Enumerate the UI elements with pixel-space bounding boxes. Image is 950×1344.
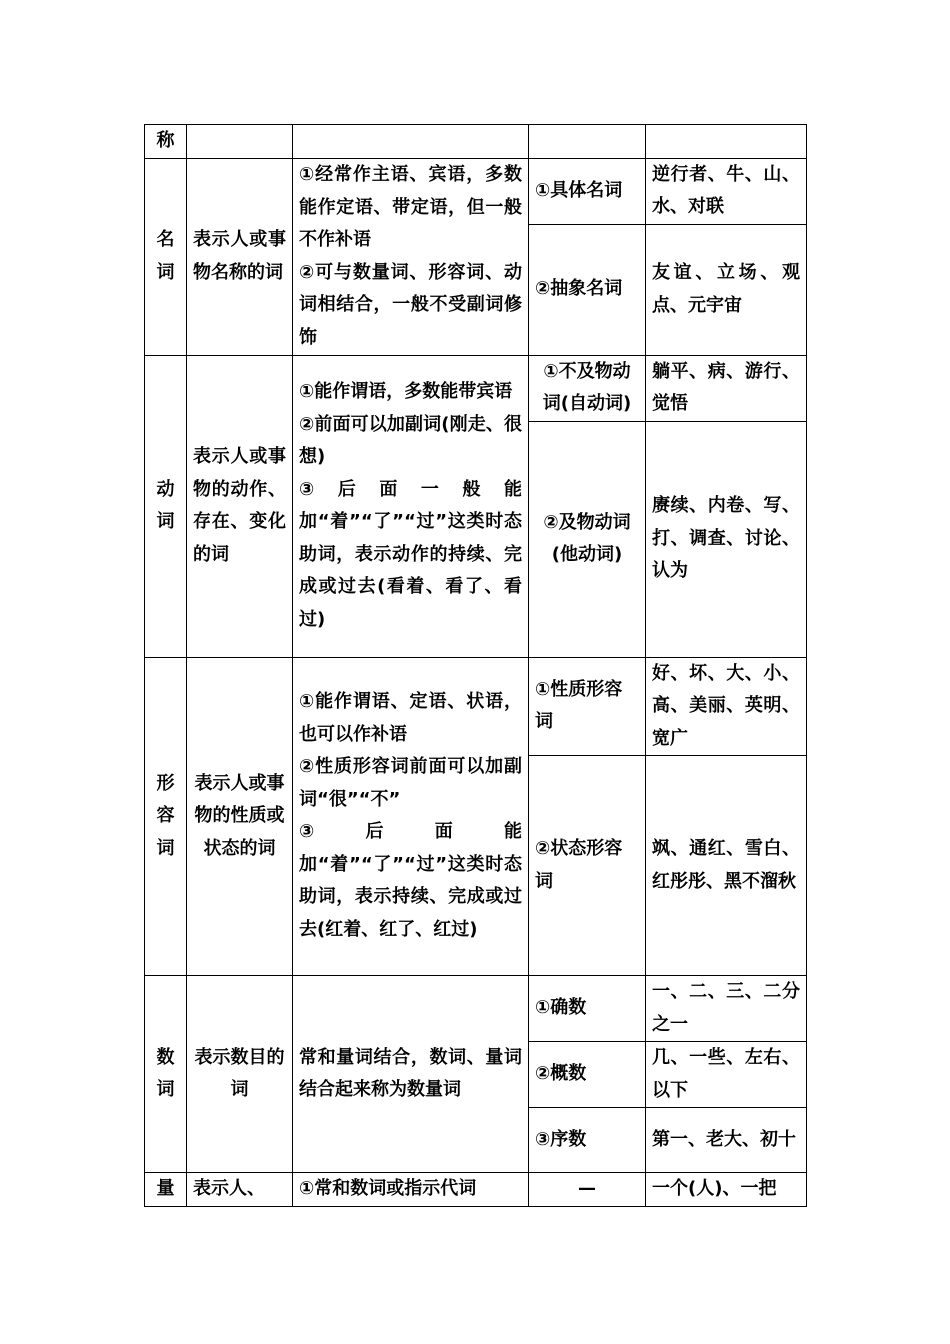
feature-item: ①经常作主语、宾语，多数能作定语、带定语，但一般不作补语 — [299, 164, 522, 250]
word-class-char: 容 — [156, 805, 175, 826]
definition-noun: 表示人或事物名称的词 — [187, 158, 293, 355]
subtype-examples: 第一、老大、初十 — [646, 1108, 807, 1173]
word-class-label — [151, 224, 180, 289]
word-class-noun — [145, 158, 187, 355]
word-class-char: 词 — [156, 261, 175, 283]
word-class-char: 词 — [156, 1079, 175, 1100]
subtype-examples: 逆行者、牛、山、水、对联 — [646, 158, 807, 224]
feature-item: ①能作谓语、定语、状语，也可以作补语 — [299, 691, 522, 745]
feature-item: ③后面能加“着”“了”“过”这类时态助词，表示持续、完成或过去(红着、红了、红过) — [299, 821, 522, 940]
table-row-noun — [145, 158, 807, 224]
word-class-adjective — [145, 657, 187, 976]
table-row-verb — [145, 355, 807, 421]
word-class-char: 动 — [156, 478, 175, 500]
grammar-table — [144, 124, 807, 1207]
empty-cell — [293, 125, 529, 159]
table-row-numeral — [145, 976, 807, 1042]
empty-cell — [646, 125, 807, 159]
feature-item: ③后面一般能加“着”“了”“过”这类时态助词，表示动作的持续、完成或过去(看着、看了、看过) — [299, 478, 522, 630]
empty-cell — [187, 125, 293, 159]
word-class-char: 词 — [156, 511, 175, 532]
features-adjective — [293, 657, 529, 976]
word-class-char: 词 — [156, 837, 175, 859]
subtype-label: ①性质形容词 — [529, 657, 646, 756]
word-class-label — [151, 1042, 180, 1107]
word-class-label — [151, 768, 180, 866]
subtype-label: ①具体名词 — [529, 158, 646, 224]
subtype-examples: 躺平、病、游行、觉悟 — [646, 355, 807, 421]
feature-item: ②前面可以加副词(刚走、很想) — [299, 413, 522, 467]
features-noun — [293, 158, 529, 355]
definition-verb: 表示人或事物的动作、存在、变化的词 — [187, 355, 293, 657]
feature-item: ②可与数量词、形容词、动词相结合，一般不受副词修饰 — [299, 261, 522, 348]
word-class-char: 数 — [156, 1046, 175, 1068]
table-row-measure — [145, 1173, 807, 1207]
word-class-numeral — [145, 976, 187, 1173]
subtype-label: ③序数 — [529, 1108, 646, 1173]
subtype-examples: 一、二、三、二分之一 — [646, 976, 807, 1042]
word-class-measure: 量 — [145, 1173, 187, 1207]
subtype-label: — — [529, 1173, 646, 1207]
feature-item: ①常和数词或指示代词 — [299, 1178, 477, 1199]
feature-item: ①能作谓语，多数能带宾语 — [299, 381, 513, 402]
features-verb — [293, 355, 529, 657]
word-class-verb — [145, 355, 187, 657]
subtype-label: ②概数 — [529, 1042, 646, 1108]
subtype-label: ②抽象名词 — [529, 224, 646, 355]
subtype-label: ②状态形容词 — [529, 756, 646, 976]
subtype-examples: 赓续、内卷、写、打、调查、讨论、认为 — [646, 421, 807, 657]
feature-item: 常和量词结合，数词、量词结合起来称为数量词 — [299, 1046, 522, 1100]
table-row-adjective — [145, 657, 807, 756]
subtype-examples: 几、一些、左右、以下 — [646, 1042, 807, 1108]
features-measure — [293, 1173, 529, 1207]
definition-adjective: 表示人或事物的性质或状态的词 — [187, 657, 293, 976]
feature-item: ②性质形容词前面可以加副词“很”“不” — [299, 756, 522, 810]
definition-numeral: 表示数目的词 — [187, 976, 293, 1173]
word-class-char: 形 — [156, 772, 175, 794]
word-class-label — [151, 474, 180, 539]
subtype-examples: 一个(人)、一把 — [646, 1173, 807, 1207]
features-numeral — [293, 976, 529, 1173]
subtype-label: ①确数 — [529, 976, 646, 1042]
subtype-label: ①不及物动词(自动词) — [529, 355, 646, 421]
table-row-header — [145, 125, 807, 159]
subtype-examples: 好、坏、大、小、高、美丽、英明、宽广 — [646, 657, 807, 756]
subtype-examples: 友谊、立场、观点、元宇宙 — [646, 224, 807, 355]
word-class-char: 名 — [156, 229, 175, 250]
definition-measure: 表示人、 — [187, 1173, 293, 1207]
subtype-label: ②及物动词(他动词) — [529, 421, 646, 657]
name-cell: 称 — [145, 125, 187, 159]
subtype-examples: 飒、通红、雪白、红彤彤、黑不溜秋 — [646, 756, 807, 976]
empty-cell — [529, 125, 646, 159]
